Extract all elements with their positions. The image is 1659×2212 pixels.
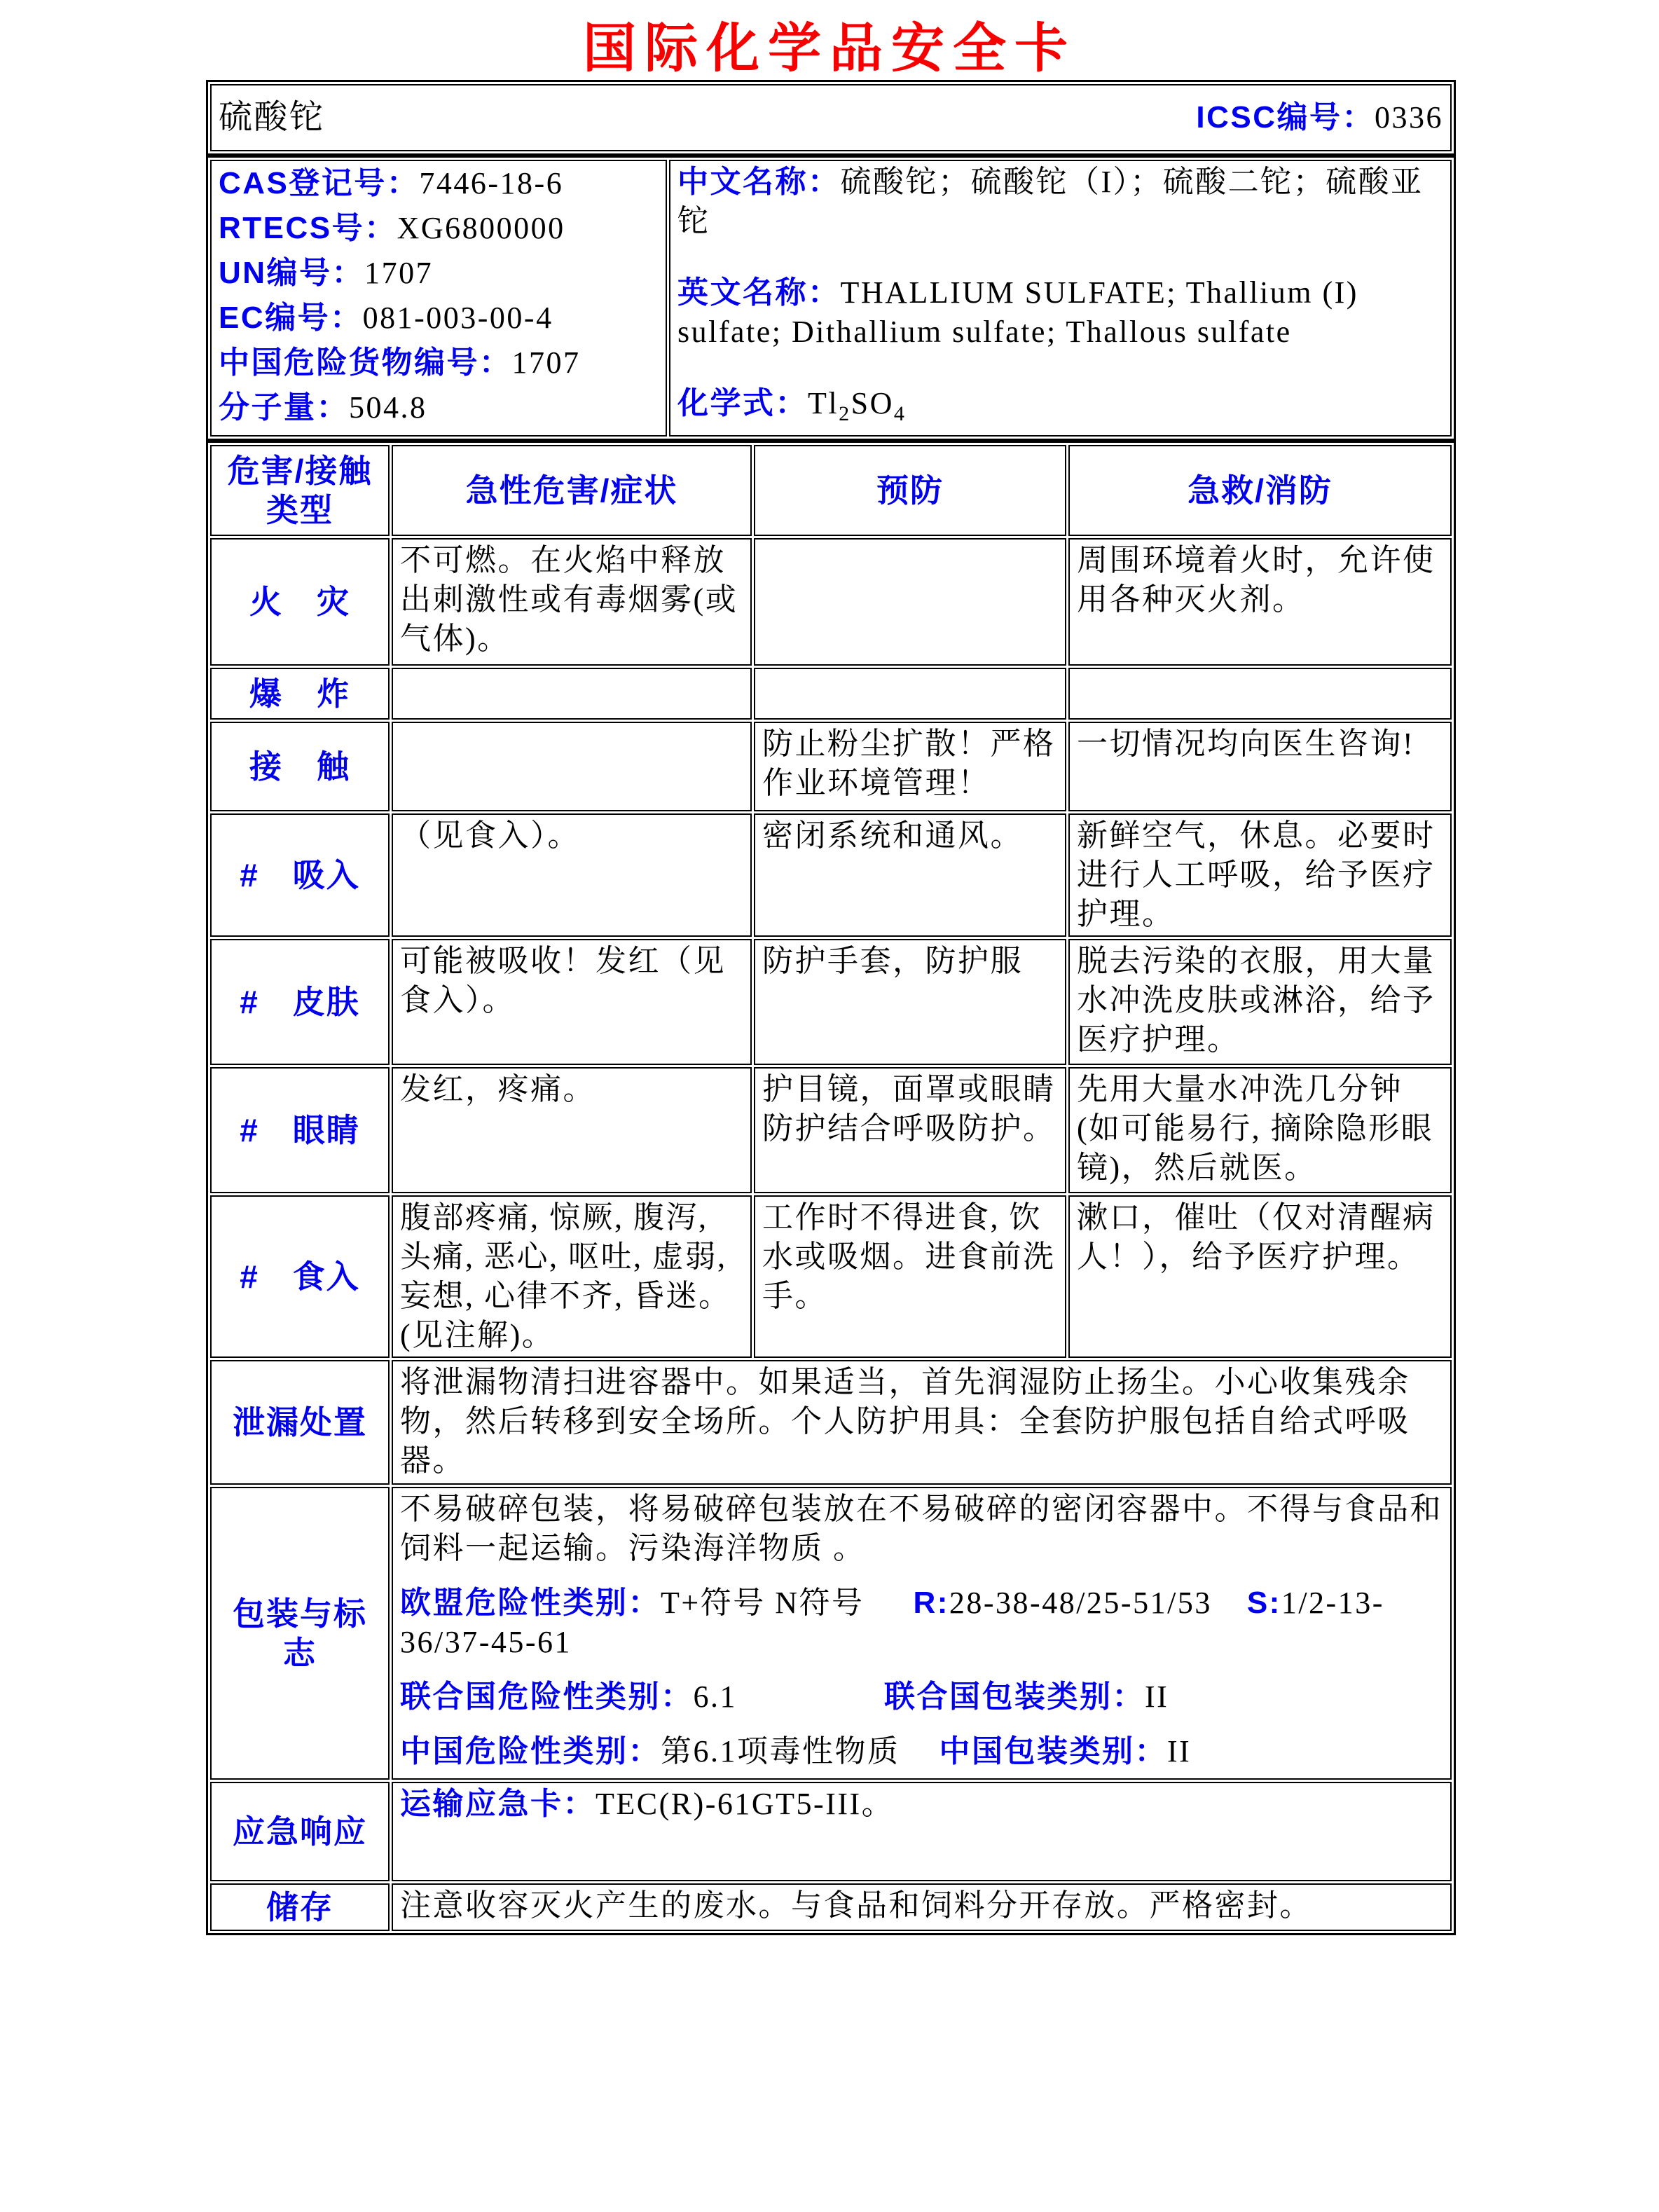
row-ingestion-prevention: 工作时不得进食, 饮水或吸烟。进食前洗手。 [754, 1195, 1066, 1358]
icsc-number [1196, 98, 1443, 137]
row-packaging-content [392, 1487, 1452, 1780]
identity-row [210, 160, 1452, 437]
china-dg-value: 1707 [511, 345, 581, 380]
cn-pack-pair [939, 1732, 1192, 1771]
cn-classification-line [400, 1732, 1443, 1771]
un-value: 1707 [364, 256, 434, 290]
row-spill-label: 泄漏处置 [210, 1360, 390, 1485]
row-eyes-symptom: 发红，疼痛。 [392, 1067, 752, 1193]
row-explosion-prevention [754, 668, 1066, 720]
row-explosion-label: 爆 炸 [210, 668, 390, 720]
row-emergency-content [392, 1782, 1452, 1881]
cas-label: CAS登记号： [219, 166, 420, 200]
row-inhalation [210, 813, 1452, 937]
row-fire-symptom: 不可燃。在火焰中释放出刺激性或有毒烟雾(或气体)。 [392, 538, 752, 666]
chinese-names [677, 163, 1443, 241]
formula-value: $Tl_2SO_4$ [808, 386, 907, 425]
row-spill-text: 将泄漏物清扫进容器中。如果适当，首先润湿防止扬尘。小心收集残余物，然后转移到安全场所。个人防护用具：全套防护服包括自给式呼吸器。 [392, 1360, 1452, 1485]
eu-class-value: T+符号 N符号 [661, 1585, 865, 1620]
english-names [677, 273, 1443, 352]
un-pack-pair [884, 1677, 1169, 1717]
chemical-name: 硫酸铊 [219, 99, 325, 136]
identity-table [206, 156, 1456, 441]
col-header-symptoms: 急性危害/症状 [392, 445, 752, 536]
ec-label: EC编号： [219, 301, 363, 335]
row-storage-label: 储存 [210, 1883, 390, 1931]
row-eyes-prevention: 护目镜，面罩或眼睛防护结合呼吸防护。 [754, 1067, 1066, 1193]
un-label: UN编号： [219, 256, 365, 290]
row-storage [210, 1883, 1452, 1931]
rtecs-value: XG6800000 [397, 211, 565, 245]
molweight-label: 分子量： [219, 390, 349, 425]
identifier-china-dg [219, 343, 659, 383]
china-dg-label: 中国危险货物编号： [219, 345, 512, 380]
formula-label: 化学式： [677, 386, 808, 420]
name-bar-cell [210, 84, 1452, 151]
row-skin [210, 939, 1452, 1065]
un-class-value: 6.1 [693, 1679, 737, 1714]
english-names-value: THALLIUM SULFATE; Thallium (I) sulfate; Dithallium sulfate; Thallous sulfate [677, 275, 1358, 349]
ec-value: 081-003-00-4 [362, 301, 553, 335]
identifier-rtecs [219, 209, 659, 248]
name-bar-table [206, 80, 1456, 156]
row-inhalation-label: # 吸入 [210, 813, 390, 937]
chinese-names-label: 中文名称： [677, 165, 841, 199]
hazard-header-row [210, 445, 1452, 536]
identifier-ec [219, 298, 659, 338]
row-contact-symptom [392, 722, 752, 811]
molweight-value: 504.8 [349, 390, 427, 425]
row-fire [210, 538, 1452, 666]
row-eyes-firstaid: 先用大量水冲洗几分钟(如可能易行, 摘除隐形眼镜)，然后就医。 [1068, 1067, 1452, 1193]
cn-class-label: 中国危险性类别： [400, 1733, 661, 1768]
row-ingestion-firstaid: 漱口，催吐（仅对清醒病人！），给予医疗护理。 [1068, 1195, 1452, 1358]
un-pack-value: II [1145, 1679, 1169, 1714]
hazard-table [206, 441, 1456, 1935]
un-pack-label: 联合国包装类别： [884, 1679, 1145, 1714]
identifier-molweight [219, 388, 659, 427]
icsc-number-value: 0336 [1375, 100, 1443, 135]
cn-class-value: 第6.1项毒性物质 [661, 1733, 900, 1768]
row-ingestion-symptom: 腹部疼痛, 惊厥, 腹泻, 头痛, 恶心, 呕吐, 虚弱, 妄想, 心律不齐, 昏迷。(见注解)。 [392, 1195, 752, 1358]
row-packaging [210, 1487, 1452, 1780]
row-skin-prevention: 防护手套，防护服 [754, 939, 1066, 1065]
cn-pack-label: 中国包装类别： [939, 1733, 1167, 1768]
chemical-formula [677, 384, 1443, 434]
name-bar-row [210, 84, 1452, 151]
identifiers-cell [210, 160, 667, 437]
row-fire-firstaid: 周围环境着火时，允许使用各种灭火剂。 [1068, 538, 1452, 666]
row-storage-text: 注意收容灭火产生的废水。与食品和饲料分开存放。严格密封。 [392, 1883, 1452, 1931]
rtecs-label: RTECS号： [219, 211, 397, 245]
row-spill [210, 1360, 1452, 1485]
row-fire-label: 火 灾 [210, 538, 390, 666]
eu-classification-line [400, 1584, 1443, 1662]
col-header-hazard-type: 危害/接触 类型 [210, 445, 390, 536]
transport-card-label: 运输应急卡： [400, 1786, 596, 1821]
s-phrases-value: 1/2-13-36/37-45-61 [400, 1585, 1384, 1659]
row-emergency-label: 应急响应 [210, 1782, 390, 1881]
names-cell [669, 160, 1452, 437]
row-contact-label: 接 触 [210, 722, 390, 811]
icsc-number-label: ICSC编号： [1196, 100, 1375, 135]
row-explosion-symptom [392, 668, 752, 720]
row-inhalation-firstaid: 新鲜空气，休息。必要时进行人工呼吸，给予医疗护理。 [1068, 813, 1452, 937]
row-explosion [210, 668, 1452, 720]
chinese-names-value: 硫酸铊；硫酸铊（I）；硫酸二铊；硫酸亚铊 [677, 165, 1424, 238]
row-skin-label: # 皮肤 [210, 939, 390, 1065]
eu-class-label: 欧盟危险性类别： [400, 1585, 661, 1620]
row-explosion-firstaid [1068, 668, 1452, 720]
row-ingestion-label: # 食入 [210, 1195, 390, 1358]
col-header-prevention: 预防 [754, 445, 1066, 536]
page-title: 国际化学品安全卡 [583, 19, 1076, 78]
row-eyes-label: # 眼睛 [210, 1067, 390, 1193]
row-packaging-label: 包装与标志 [210, 1487, 390, 1780]
row-ingestion [210, 1195, 1452, 1358]
row-fire-prevention [754, 538, 1066, 666]
transport-card-value: TEC(R)-61GT5-III。 [596, 1786, 895, 1821]
row-contact-firstaid: 一切情况均向医生咨询! [1068, 722, 1452, 811]
row-inhalation-prevention: 密闭系统和通风。 [754, 813, 1066, 937]
row-inhalation-symptom: （见食入）。 [392, 813, 752, 937]
row-contact [210, 722, 1452, 811]
col-header-firstaid: 急救/消防 [1068, 445, 1452, 536]
english-names-label: 英文名称： [677, 275, 841, 310]
s-phrases-label: S: [1246, 1585, 1281, 1620]
un-class-label: 联合国危险性类别： [400, 1679, 694, 1714]
cas-value: 7446-18-6 [419, 166, 564, 200]
card-body [206, 80, 1456, 1935]
un-classification-line [400, 1677, 1443, 1717]
identifier-un [219, 254, 659, 293]
packaging-text: 不易破碎包装，将易破碎包装放在不易破碎的密闭容器中。不得与食品和饲料一起运输。污染海洋物质 。 [400, 1491, 1443, 1565]
row-contact-prevention: 防止粉尘扩散！严格作业环境管理！ [754, 722, 1066, 811]
row-emergency [210, 1782, 1452, 1881]
r-phrases-value: 28-38-48/25-51/53 [949, 1585, 1212, 1620]
cn-pack-value: II [1167, 1733, 1192, 1768]
r-phrases-label: R: [913, 1585, 949, 1620]
row-eyes [210, 1067, 1452, 1193]
row-skin-firstaid: 脱去污染的衣服，用大量水冲洗皮肤或淋浴，给予医疗护理。 [1068, 939, 1452, 1065]
row-skin-symptom: 可能被吸收！发红（见食入）。 [392, 939, 752, 1065]
identifier-cas [219, 164, 659, 203]
